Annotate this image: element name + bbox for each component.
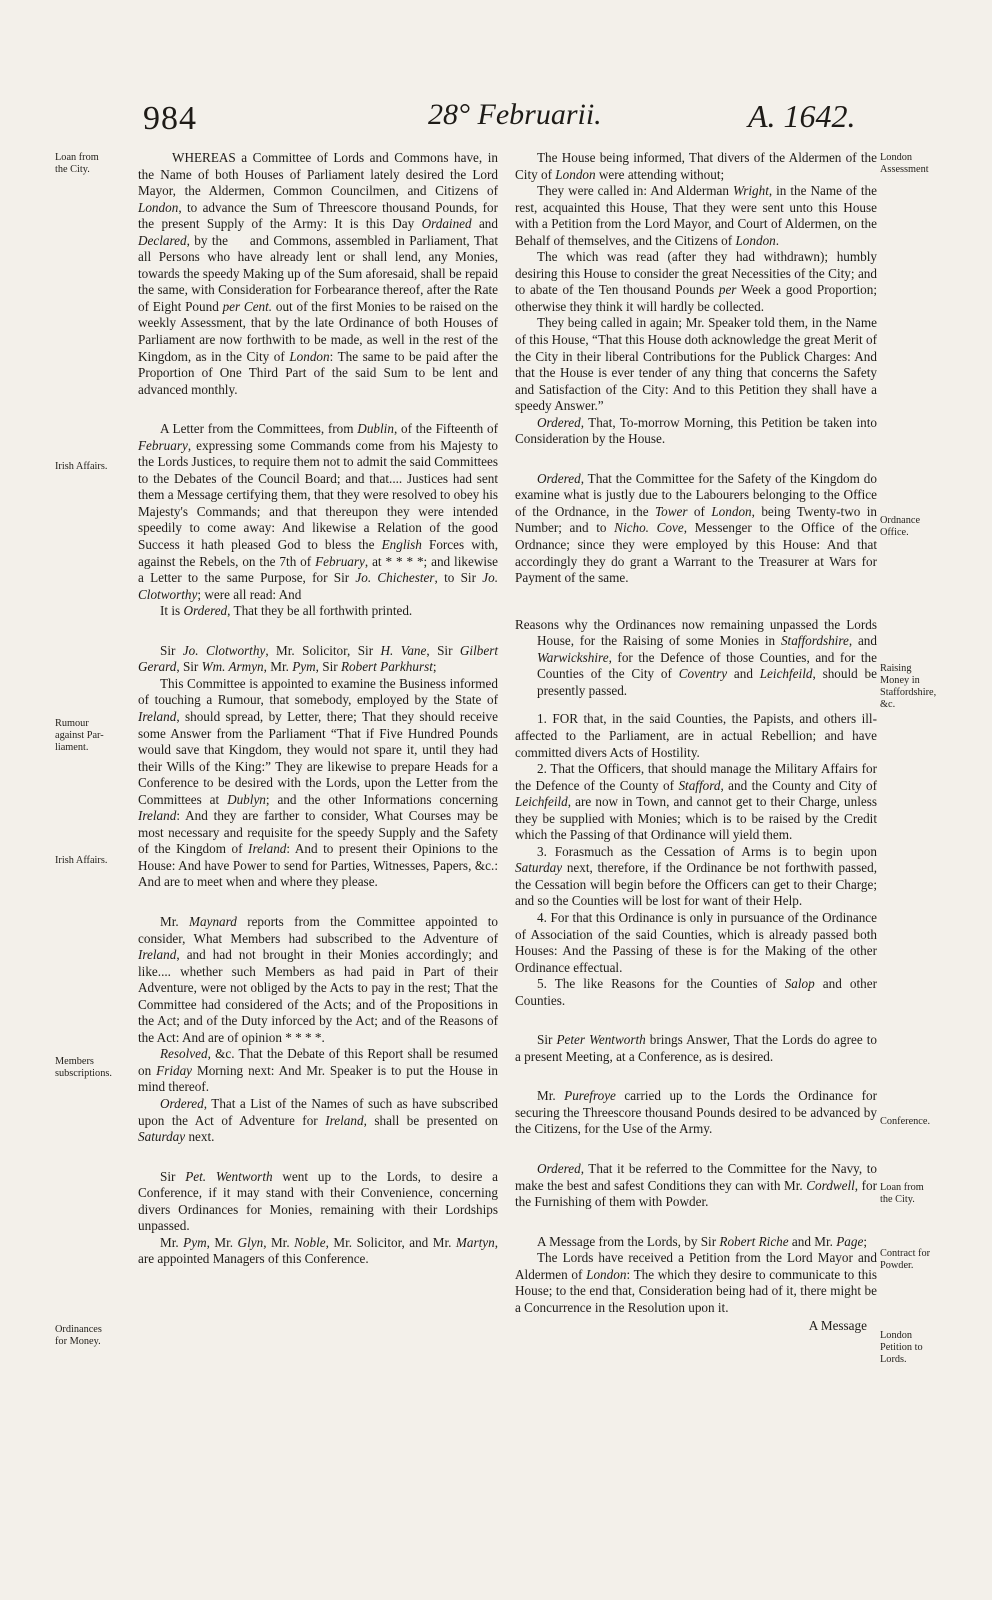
margin-note-irish-affairs-2: Irish Affairs. — [55, 855, 108, 866]
right-column-paragraph: 4. For that this Ordinance is only in pursuance of the Ordinance of Association of the said Counties, which is already passed both Houses: And the Passing of these is for the Making of the other Ordinance effectual. — [515, 909, 877, 975]
margin-note-contract-for-powder: Contract for Powder. — [880, 1248, 931, 1271]
margin-note-london-assessment: London Assessment — [880, 152, 929, 175]
right-text-column — [515, 150, 877, 1335]
margin-note-raising-money-staffordshire: Raising Money in Staffordshire, &c. — [880, 663, 937, 710]
left-column-paragraph: Resolved, &c. That the Debate of this Report shall be resumed on Friday Morning next: And Mr. Speaker is to put the House in mind thereof. — [138, 1046, 499, 1095]
margin-note-ordnance-office: Ordnance Office. — [880, 515, 921, 538]
left-column-paragraph: WHEREAS a Committee of Lords and Commons have, in the Name of both Houses of Parliament lately desired the Lord Mayor, the Aldermen, Common Councilmen, and Citizens of London, to advance the Sum of Threescore thousand Pounds, for the present Supply of the Army: It is this Day Ordained and Declared, by the and Commons, assembled in Parliament, That all Persons who have already lent or shall lend, any Monies, towards the speedy Making up of the Sum aforesaid, shall be repaid the same, with Consideration for Forbearance thereof, after the Rate of Eight Pound per Cent. out of the first Monies to be raised on the weekly Assessment, that by the late Ordinance of both Houses of Parliament are now forthwith to be made, as well in the rest of the Kingdom, as in the City of London: The same to be paid after the Proportion of One Third Part of the said Sum to be lent and advanced monthly. — [138, 150, 498, 397]
left-column-paragraph: Sir Pet. Wentworth went up to the Lords, to desire a Conference, if it may stand with their Convenience, concerning divers Ordinances for Monies, remaining with their Lordships unpassed. — [138, 1168, 498, 1234]
margin-note-loan-from-city-2: Loan from the City. — [880, 1182, 924, 1205]
right-column-paragraph: A Message — [808, 1318, 867, 1334]
left-column-paragraph: Sir Jo. Clotworthy, Mr. Solicitor, Sir H. Vane, Sir Gilbert Gerard, Sir Wm. Armyn, Mr. Pym, Sir Robert Parkhurst; — [138, 642, 498, 675]
right-column-paragraph: The which was read (after they had withdrawn); humbly desiring this House to consider the great Necessities of the City; and to abate of the Ten thousand Pounds per Week a good Proportion; otherwise they think it will hardly be collected. — [515, 249, 877, 314]
left-column-paragraph: Mr. Maynard reports from the Committee appointed to consider, What Members had subscribed to the Adventure of Ireland, and had not brought in their Monies accordingly; and like.... whether such Members as had paid in Part of their Adventure, were not obliged by the Acts to pay in the rest; That the Committee had considered of the Acts; and of the Propositions in the Act; and of the Duty inforced by the Act; and of the Reasons of the Act: And are of opinion * * * *. — [138, 913, 499, 1045]
left-column-paragraph: It is Ordered, That they be all forthwith printed. — [160, 603, 413, 619]
left-column-paragraph: Ordered, That a List of the Names of such as have subscribed upon the Act of Adventure for Ireland, shall be presented on Saturday next. — [138, 1095, 499, 1145]
right-column-paragraph: The Lords have received a Petition from the Lord Mayor and Aldermen of London: The which they desire to communicate to this House; to the end that, Consideration being had of it, there might be a Concurrence in the Resolution upon it. — [515, 1250, 877, 1315]
page-date-heading: 28° Februarii. — [428, 98, 602, 131]
margin-note-rumour-against-parliament: Rumour against Par- liament. — [55, 718, 104, 753]
right-column-paragraph: The House being informed, That divers of the Aldermen of the City of London were attending without; — [515, 150, 877, 182]
right-column-paragraph: A Message from the Lords, by Sir Robert Riche and Mr. Page; — [537, 1233, 868, 1249]
right-column-paragraph: Ordered, That the Committee for the Safety of the Kingdom do examine what is justly due to the Labourers belonging to the Office of the Ordnance, in the Tower of London, being Twenty-two in Number; and to Nicho. Cove, Messenger to the Office of the Ordnance; since they were employed by this House: And that accordingly they do grant a Warrant to the Treasurer at Wars for Payment of the same. — [515, 470, 877, 586]
right-column-paragraph: Ordered, That it be referred to the Committee for the Navy, to make the best and safest Conditions they can with Mr. Cordwell, for the Furnishing of them with Powder. — [515, 1160, 877, 1210]
right-column-paragraph: 3. Forasmuch as the Cessation of Arms is to begin upon Saturday next, therefore, if the Ordinance be not forthwith passed, the Cessation will begin before the Officers can get to their Charge; and so the Counties will be lost for want of their Help. — [515, 843, 877, 909]
left-column-paragraph: Mr. Pym, Mr. Glyn, Mr. Noble, Mr. Solicitor, and Mr. Martyn, are appointed Managers of this Conference. — [138, 1234, 499, 1267]
margin-note-ordinances-for-money: Ordinances for Money. — [55, 1324, 102, 1347]
right-column-paragraph: Mr. Purefroye carried up to the Lords the Ordinance for securing the Threescore thousand Pounds desired to be advanced by the Citizens, for the Use of the Army. — [515, 1088, 877, 1137]
left-column-paragraph: This Committee is appointed to examine the Business informed of touching a Rumour, that somebody, employed by the State of Ireland, should spread, by Letter, there; That they should receive some Answer from the Parliament “That if Five Hundred Pounds would save that Kingdom, they would not spare it, until they had their Wills of the King:” They are likewise to prepare Heads for a Conference to be desired with the Lords, upon the Letter from the Committees at Dublyn; and the other Informations concerning Ireland: And they are farther to consider, What Courses may be most necessary and requisite for the speedy Supply and the Safety of the Kingdom of Ireland: And to present their Opinions to the House: And have Power to send for Parties, Witnesses, Papers, &c.: And are to meet when and where they please. — [138, 675, 498, 890]
right-column-paragraph: 5. The like Reasons for the Counties of Salop and other Counties. — [515, 976, 877, 1008]
right-column-paragraph: Sir Peter Wentworth brings Answer, That the Lords do agree to a present Meeting, at a Conference, as is desired. — [515, 1032, 877, 1064]
page-number: 984 — [143, 100, 197, 137]
page-year-heading: A. 1642. — [748, 98, 856, 134]
right-column-paragraph: They being called in again; Mr. Speaker told them, in the Name of this House, “That this House doth acknowledge the great Merit of the City in their liberal Contributions for the Publick Charges: And that the House is ever tender of any thing that concerns the Safety and Satisfaction of the City: And to this Petition they shall have a speedy Answer.” — [515, 315, 877, 414]
margin-note-london-petition-to-lords: London Petition to Lords. — [880, 1330, 923, 1365]
margin-note-members-subscriptions: Members subscriptions. — [55, 1056, 112, 1079]
margin-note-irish-affairs-1: Irish Affairs. — [55, 461, 108, 472]
right-column-paragraph: 2. That the Officers, that should manage the Military Affairs for the Defence of the County of Stafford, and the County and City of Leichfeild, are now in Town, and cannot get to their Charge, unless they be supplied with Monies; which is to be raised by the Credit which the Passing of that Ordinance will yield them. — [515, 761, 877, 843]
right-column-paragraph: Reasons why the Ordinances now remaining unpassed the Lords House, for the Raising of some Monies in Staffordshire, and Warwickshire, for the Defence of those Counties, and for the Counties of the City of Coventry and Leichfeild, should be presently passed. — [515, 616, 877, 698]
right-column-paragraph: Ordered, That, To-morrow Morning, this Petition be taken into Consideration by the House. — [515, 414, 877, 447]
margin-note-conference: Conference. — [880, 1116, 931, 1127]
margin-note-loan-from-city: Loan from the City. — [55, 152, 99, 175]
left-column-paragraph: A Letter from the Committees, from Dublin, of the Fifteenth of February, expressing some Commands come from his Majesty to the Lords Justices, to require them not to admit the said Committees to the Debates of the Council Board; and that.... Justices had sent them a Message certifying them, that they were resolved to obey his Majesty's Commands; and that thereupon they were intended speedily to come away: And likewise a Relation of the good Success it hath pleased God to bless the English Forces with, against the Rebels, on the 7th of February, at * * * *; and likewise a Letter to the same Purpose, for Sir Jo. Chichester, to Sir Jo. Clotworthy; were all read: And — [138, 421, 498, 602]
right-column-paragraph: They were called in: And Alderman Wright, in the Name of the rest, acquainted this House, That they were sent unto this House with a Petition from the Lord Mayor, and Court of Aldermen, on the Behalf of themselves, and the Citizens of London. — [515, 183, 878, 248]
left-text-column — [138, 150, 498, 1268]
right-column-paragraph: 1. FOR that, in the said Counties, the Papists, and others ill-affected to the Parliament, are in actual Rebellion; and have committed divers Acts of Hostility. — [515, 711, 877, 760]
